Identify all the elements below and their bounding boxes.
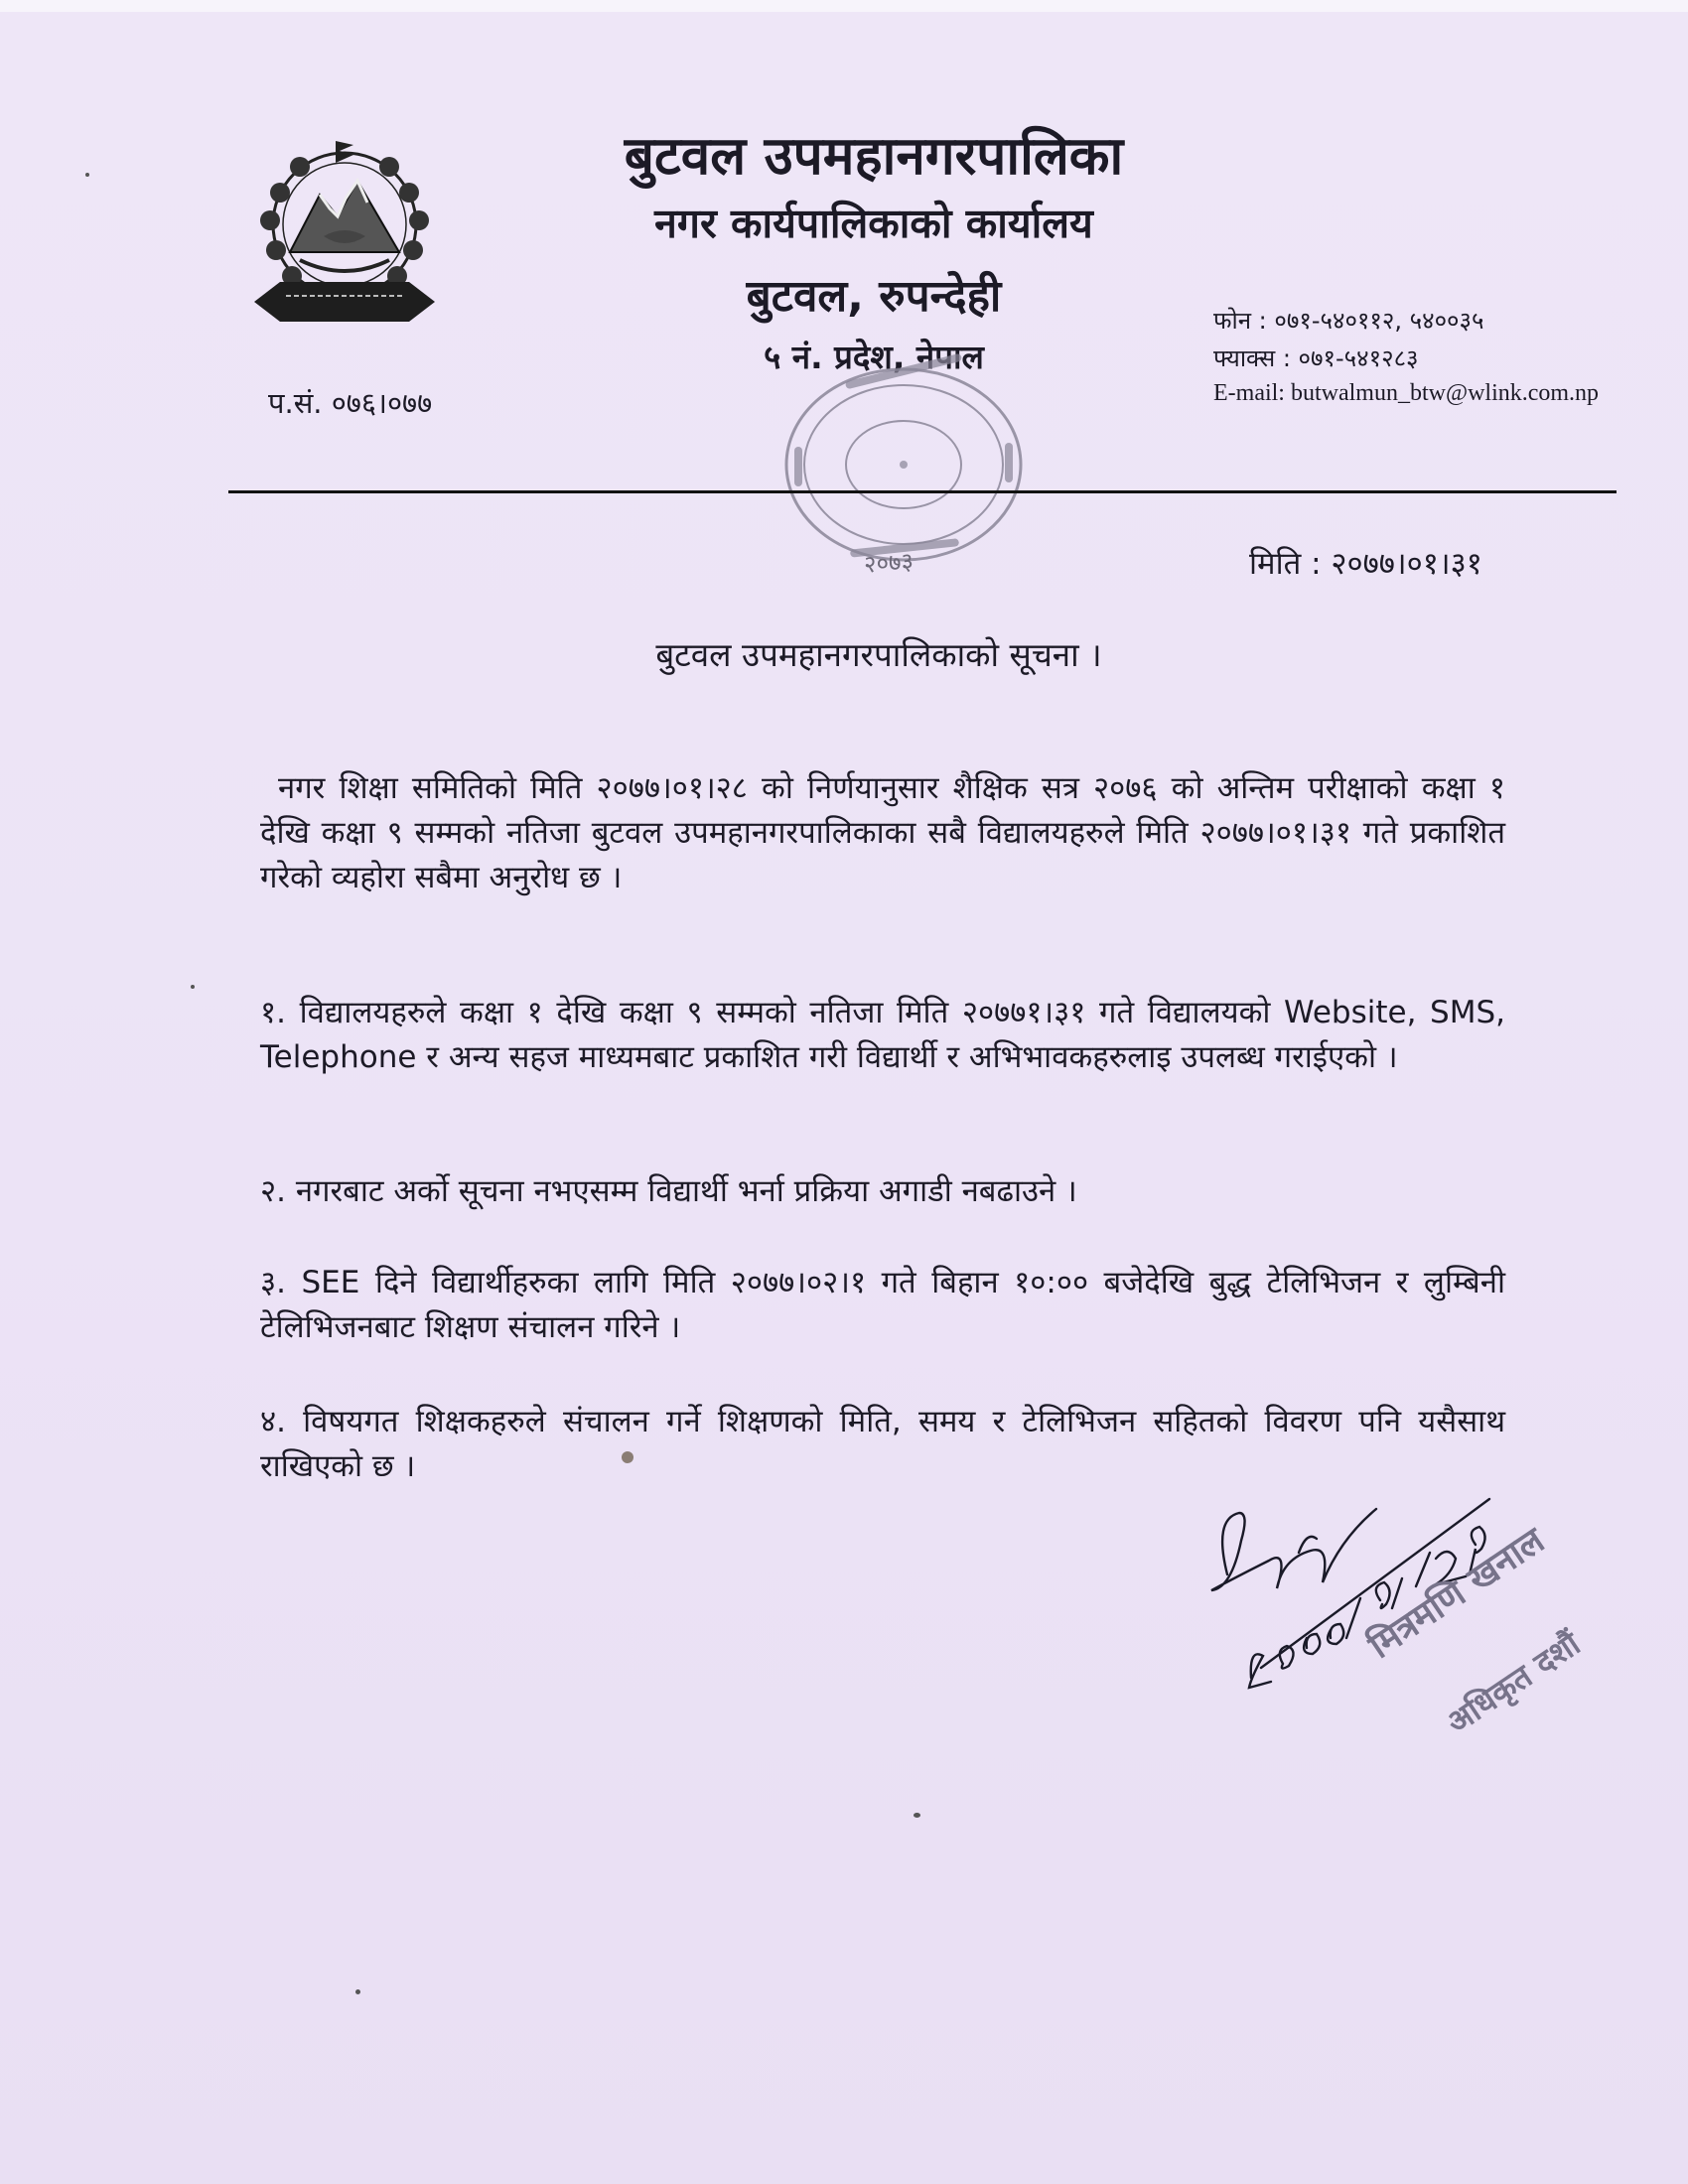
notice-point-1: १. विद्यालयहरुले कक्षा १ देखि कक्षा ९ सम्मको नतिजा मिति २०७७१।३१ गते विद्यालयको Website, SMS, Telephone र अन्य सहज माध्यमबाट प्रकाशित गरी विद्यार्थी र अभिभावकहरुलाइ उपलब्ध गराईएको ।	[260, 995, 1505, 1075]
email-address: E-mail: butwalmun_btw@wlink.com.np	[1213, 380, 1600, 406]
reference-number: प.सं. ०७६।०७७	[268, 386, 433, 420]
fax-number: फ्याक्स : ०७१-५४१२८३	[1213, 344, 1419, 372]
scan-speck	[355, 1989, 360, 1994]
office-name: नगर कार्यपालिकाको कार्यालय	[654, 200, 1093, 247]
scan-speck	[85, 173, 89, 177]
header-divider	[228, 490, 1617, 493]
notice-title: बुटवल उपमहानगरपालिकाको सूचना ।	[655, 635, 1102, 674]
officer-title-stamp: अधिकृत दशौं	[1439, 1624, 1588, 1741]
stamp-year: २०७३	[863, 547, 914, 579]
scan-speck	[914, 1813, 920, 1818]
letter-date: मिति : २०७७।०१।३१	[1249, 546, 1482, 582]
scan-speck	[191, 985, 195, 989]
scan-top-edge	[0, 0, 1688, 12]
phone-number: फोन : ०७१-५४०११२, ५४००३५	[1213, 307, 1484, 335]
nepal-emblem-icon	[240, 133, 449, 332]
notice-intro-paragraph: नगर शिक्षा समितिको मिति २०७७।०१।२८ को निर्णयानुसार शैक्षिक सत्र २०७६ को अन्तिम परीक्षाको कक्षा १ देखि कक्षा ९ सम्मको नतिजा बुटवल उपमहानगरपालिकाका सबै विद्यालयहरुले मिति २०७७।०१।३१ गते प्रकाशित गरेको व्यहोरा सबैमा अनुरोध छ ।	[260, 770, 1505, 895]
notice-point-2: २. नगरबाट अर्को सूचना नभएसम्म विद्यार्थी भर्ना प्रक्रिया अगाडी नबढाउने ।	[260, 1173, 1077, 1209]
notice-point-3: ३. SEE दिने विद्यार्थीहरुका लागि मिति २०७७।०२।१ गते बिहान १०:०० बजेदेखि बुद्ध टेलिभिजन र लुम्बिनी टेलिभिजनबाट शिक्षण संचालन गरिने ।	[260, 1265, 1505, 1345]
notice-point-4: ४. विषयगत शिक्षकहरुले संचालन गर्ने शिक्षणको मिति, समय र टेलिभिजन सहितको विवरण पनि यसैसाथ राखिएको छ ।	[260, 1404, 1505, 1484]
officer-name-stamp: मित्रमणि खनाल	[1361, 1520, 1552, 1667]
scan-speck	[622, 1451, 633, 1463]
municipality-name: बुटवल उपमहानगरपालिका	[624, 126, 1124, 187]
province-country: ५ नं. प्रदेश, नेपाल	[764, 338, 984, 376]
office-location: बुटवल, रुपन्देही	[746, 271, 1002, 322]
